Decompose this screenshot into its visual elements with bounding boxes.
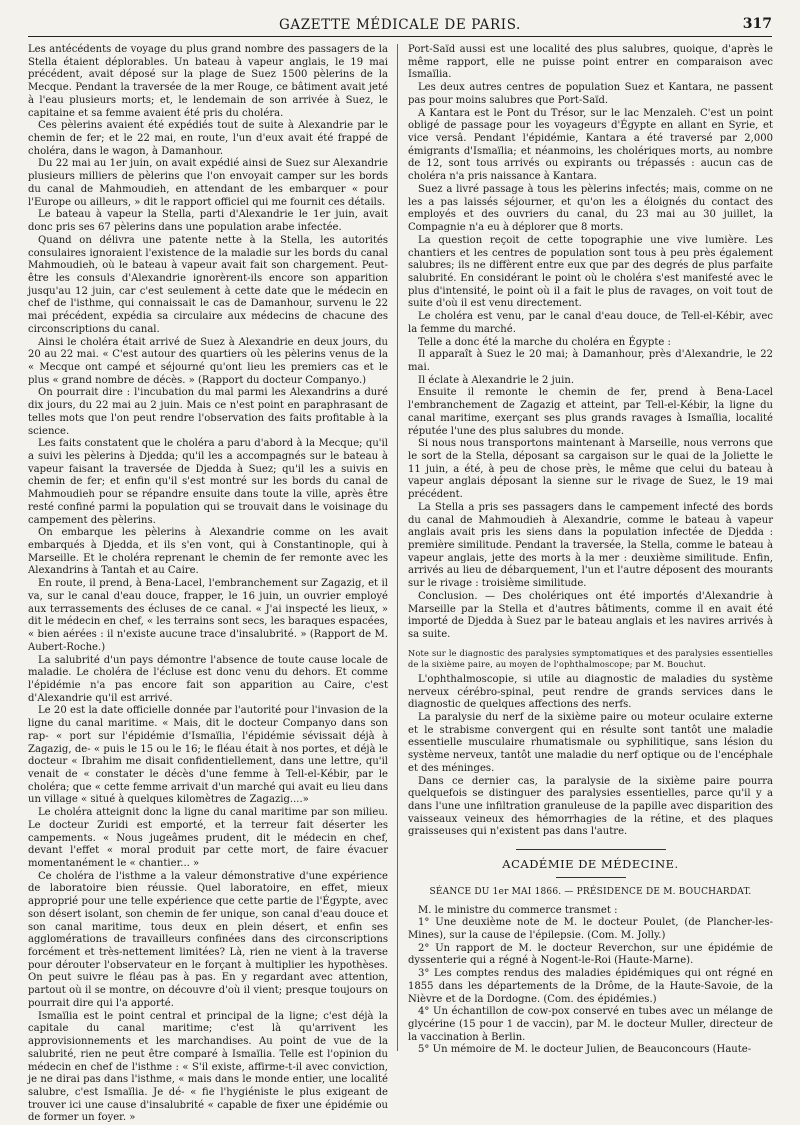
paragraph: Les faits constatent que le choléra a paru d'abord à la Mecque; qu'il a suivi les pèlerins à Djedda; qu'il les a accompagnés sur le bateau à vapeur faisant la traversée de Djedda à Suez; qu'il les a suivis en chemin de fer; et enfin qu'il s'est montré sur les bords du canal de Mahmoudieh pour se répandre ensuite dans toute la ville, après être resté confiné parmi la population qui se trouvait dans le voisinage du campement des pèlerins. bbox=[28, 438, 388, 526]
paragraph: Dans ce dernier cas, la paralysie de la sixième paire pourra quelquefois se distinguer des paralysies essentielles, parce qu'il y a dans l'une une infiltration granuleuse de la papille avec disparition des vaisseaux veineux des hémorrhagies de la rétine, et des plaques graisseuses qui n'existent pas dans l'autre. bbox=[408, 775, 773, 838]
section-title: ACADÉMIE DE MÉDECINE. bbox=[502, 857, 679, 872]
left-column bbox=[28, 44, 388, 1124]
paragraph: Les antécédents de voyage du plus grand nombre des passagers de la Stella étaient déplorables. Un bateau à vapeur anglais, le 19 mai précédent, avait déposé sur la plage de Suez 1500 pèlerins de la Mecque. Pendant la traversée de la mer Rouge, ce bâtiment avait jeté à l'eau plusieurs morts; et, le lendemain de son arrivée à Suez, le capitaine et sa femme avaient été pris du choléra. bbox=[28, 44, 388, 119]
paragraph: La paralysie du nerf de la sixième paire ou moteur oculaire externe et le strabisme convergent qui en résulte sont tantôt une maladie essentielle musculaire rhumatismale ou syphilitique, sans lésion du système nerveux, tantôt une maladie du nerf optique ou de l'encéphale et des méninges. bbox=[408, 711, 773, 774]
paragraph: En route, il prend, à Bena-Lacel, l'embranchement sur Zagazig, et il va, sur le canal d'eau douce, frapper, le 16 juin, un ouvrier employé aux terrassements des écluses de ce canal. « J'ai inspecté les lieux, » dit le médecin en chef, « les terrains sont secs, les baraques espacées, « bien aérées : il n'existe aucune trace d'insalubrité. » (Rapport de M. Aubert-Roche.) bbox=[28, 578, 388, 653]
paragraph: Le choléra atteignit donc la ligne du canal maritime par son milieu. Le docteur Zuridi est emporté, et la terreur fait déserter les campements. « Nous jugeâmes prudent, dit le médecin en chef, devant l'effet « moral produit par cette mort, de faire évacuer momentanément le « chantier... » bbox=[28, 807, 388, 869]
paragraph: La question reçoit de cette topographie une vive lumière. Les chantiers et les centres de population sont tous à peu près également salubres; ils ne diffèrent entre eux que par des degrés de plus parfaite salubrité. En considérant le point où le choléra s'est manifesté avec le plus d'intensité, le point où il a fait le plus de ravages, on voit tout de suite d'où il est venu directement. bbox=[408, 234, 773, 310]
conclusion-paragraph: Conclusion. — Des cholériques ont été importés d'Alexandrie à Marseille par la Stella et d'autres bâtiments, comme il en avait été importé de Djedda à Suez par le bateau anglais et les navires arrivés à sa suite. bbox=[408, 590, 773, 641]
paragraph: A Kantara est le Pont du Trésor, sur le lac Menzaleh. C'est un point obligé de passage pour les voyageurs d'Égypte en allant en Syrie, et vice versâ. Pendant l'épidémie, Kantara a été traversé par 2,000 émigrants d'Ismaïlia; et néanmoins, les cholériques morts, au nombre de 12, sont tous arrivés ou expirants ou trépassés : aucun cas de choléra n'a pris naissance à Kantara. bbox=[408, 107, 773, 183]
paragraph: Telle a donc été la marche du choléra en Égypte : bbox=[418, 336, 671, 348]
list-item: 4° Un échantillon de cow-pox conservé en tubes avec un mélange de glycérine (15 pour 1 de vaccin), par M. le docteur Muller, directeur de la vaccination à Berlin. bbox=[408, 1006, 773, 1043]
paragraph: On pourrait dire : l'incubation du mal parmi les Alexandrins a duré dix jours, du 22 mai au 2 juin. Mais ce n'est point en paraphrasant de telles mots que l'on peut rendre l'observation des faits profitable à la science. bbox=[28, 387, 388, 437]
running-header bbox=[28, 14, 772, 37]
paragraph: Ces pèlerins avaient été expédiés tout de suite à Alexandrie par le chemin de fer; et le 22 mai, en route, l'un d'eux avait été frappé de choléra, dans le wagon, à Damanhour. bbox=[28, 120, 388, 157]
list-item: 2° Un rapport de M. le docteur Reverchon, sur une épidémie de dyssenterie qui a régné à Nogent-le-Roi (Haute-Marne). bbox=[408, 942, 773, 967]
section-separator bbox=[516, 849, 666, 850]
paragraph: Le 20 est la date officielle donnée par l'autorité pour l'invasion de la ligne du canal maritime. « Mais, dit le docteur Companyo dans son rap- « port sur l'épidémie d'Ismaïlia, l'épidémie sévissait déjà à Zagazig, de- « puis le 15 ou le 16; le fléau était à nos portes, et déjà le docteur « Ibrahim me disait confidentiellement, dans une lettre, qu'il venait de « constater le décès d'une femme à Tell-el-Kébir, par le choléra; que « cette femme arrivait d'un marché qui avait eu lieu dans un village « situé à quelques kilomètres de Zagazig....» bbox=[28, 705, 388, 806]
paragraph: Quand on délivra une patente nette à la Stella, les autorités consulaires ignoraient l'existence de la maladie sur les bords du canal Mahmoudieh, où le bateau à vapeur avait fait son chargement. Peut-être les consuls d'Alexandrie ignorèrent-ils encore son apparition jusqu'au 12 juin, car c'est seulement à cette date que le médecin en chef de l'isthme, qui connaissait le cas de Damanhour, survenu le 22 mai précédent, expédia sa circulaire aux médecins de chacune des circonscriptions du canal. bbox=[28, 234, 388, 335]
column-rule bbox=[397, 44, 398, 1051]
paragraph: Du 22 mai au 1er juin, on avait expédié ainsi de Suez sur Alexandrie plusieurs milliers de pèlerins que l'on envoyait camper sur les bords du canal de Mahmoudieh, en attendant de les embarquer « pour l'Europe ou ailleurs, » dit le rapport officiel qui me fournit ces détails. bbox=[28, 158, 388, 208]
paragraph: Ismaïlia est le point central et principal de la ligne; c'est déjà la capitale du canal maritime; c'est là qu'arrivent les approvisionnements et les marchandises. Au point de vue de la salubrité, rien ne peut être comparé à Ismaïlia. Telle est l'opinion du médecin en chef de l'isthme : « S'il existe, affirme-t-il avec conviction, je ne dirai pas dans l'isthme, « mais dans le monde entier, une localité salubre, c'est Ismaïlia. Je dé- « fie l'hygiéniste le plus exigeant de trouver ici une cause d'insalubrité « capable de fixer une épidémie ou de former un foyer. » bbox=[28, 1010, 388, 1124]
paragraph: La Stella a pris ses passagers dans le campement infecté des bords du canal de Mahmoudieh à Alexandrie, comme le bateau à vapeur anglais avait pris les siens dans la population infectée de Djedda : première similitude. Pendant la traversée, la Stella, comme le bateau à vapeur anglais, jette des morts à la mer : deuxième similitude. Enfin, arrivés au lieu de débarquement, l'un et l'autre déposent des mourants sur le rivage : troisième similitude. bbox=[408, 501, 773, 590]
journal-title: GAZETTE MÉDICALE DE PARIS. bbox=[279, 17, 521, 33]
paragraph: Le bateau à vapeur la Stella, parti d'Alexandrie le 1er juin, avait donc pris ses 67 pèlerins dans une population arabe infectée. bbox=[28, 209, 388, 234]
session-line: SÉANCE DU 1er MAI 1866. — PRÉSIDENCE DE M. BOUCHARDAT. bbox=[429, 886, 752, 897]
paragraph: Il éclate à Alexandrie le 2 juin. bbox=[418, 374, 575, 386]
right-column bbox=[408, 44, 773, 1056]
page-number: 317 bbox=[742, 16, 772, 32]
list-item: 1° Une deuxième note de M. le docteur Poulet, (de Plancher-les-Mines), sur la cause de l'épilepsie. (Com. M. Jolly.) bbox=[408, 917, 773, 941]
list-item: 3° Les comptes rendus des maladies épidémiques qui ont régné en 1855 dans les départements de la Drôme, de la Haute-Savoie, de la Nièvre et de la Dordogne. (Com. des épidémies.) bbox=[408, 968, 773, 1005]
list-item: 5° Un mémoire de M. le docteur Julien, de Beauconcours (Haute- bbox=[418, 1044, 752, 1056]
paragraph: Suez a livré passage à tous les pèlerins infectés; mais, comme on ne les a pas laissés séjourner, et qu'on les a éloignés du contact des employés et des ouvriers du canal, du 23 mai au 30 juillet, la Compagnie n'a eu à déplorer que 8 morts. bbox=[408, 183, 773, 234]
paragraph: Si nous nous transportons maintenant à Marseille, nous verrons que le sort de la Stella, déposant sa cargaison sur le quai de la Joliette le 11 juin, a été, à peu de chose près, le même que celui du bateau à vapeur anglais déposant la sienne sur le rivage de Suez, le 19 mai précédent. bbox=[408, 438, 773, 501]
paragraph: M. le ministre du commerce transmet : bbox=[418, 904, 618, 916]
paragraph: Port-Saïd aussi est une localité des plus salubres, quoique, d'après le même rapport, elle ne puisse point entrer en comparaison avec Ismaïlia. bbox=[408, 44, 773, 81]
paragraph: Ainsi le choléra était arrivé de Suez à Alexandrie en deux jours, du 20 au 22 mai. « C'est autour des quartiers où les pèlerins venus de la « Mecque ont campé et séjourné qu'ont lieu les premiers cas et le plus « grand nombre de décès. » (Rapport du docteur Companyo.) bbox=[28, 336, 388, 386]
paragraph: Il apparaît à Suez le 20 mai; à Damanhour, près d'Alexandrie, le 22 mai. bbox=[408, 349, 773, 373]
paragraph: Ce choléra de l'isthme a la valeur démonstrative d'une expérience de laboratoire bien réussie. Quel laboratoire, en effet, mieux approprié pour une telle expérience que cette partie de l'Égypte, avec son désert isolant, son chemin de fer unique, son canal d'eau douce et son canal maritime, tous deux en plein désert, et enfin ses agglomérations de travailleurs confinées dans des circonscriptions forcément et très-nettement limitées? Là, rien ne vient à la traverse pour dérouter l'observateur en le forçant à multiplier les hypothèses. On peut suivre le fléau pas à pas. En y regardant avec attention, partout où il se montre, on découvre d'où il vient; presque toujours on pourrait dire qui l'a apporté. bbox=[28, 870, 388, 1009]
paragraph: Le choléra est venu, par le canal d'eau douce, de Tell-el-Kébir, avec la femme du marché. bbox=[408, 311, 773, 335]
paragraph: On embarque les pèlerins à Alexandrie comme on les avait embarqués à Djedda, et ils s'en vont, qui à Constantinople, qui à Marseille. Et le choléra reprenant le chemin de fer remonte avec les Alexandrins à Tantah et au Caire. bbox=[28, 527, 388, 577]
paragraph: La salubrité d'un pays démontre l'absence de toute cause locale de maladie. Le choléra de l'écluse est donc venu du dehors. Et comme l'épidémie n'a pas encore fait son apparition au Caire, c'est d'Alexandrie qu'il est arrivé. bbox=[28, 654, 388, 704]
paragraph: Ensuite il remonte le chemin de fer, prend à Bena-Lacel l'embranchement de Zagazig et atteint, par Tell-el-Kébir, la ligne du canal maritime, exerçant ses plus grands ravages à Ismaïlia, localité réputée l'une des plus salubres du monde. bbox=[408, 387, 773, 437]
title-underline bbox=[556, 877, 626, 878]
paragraph: Les deux autres centres de population Suez et Kantara, ne passent pas pour moins salubres que Port-Saïd. bbox=[408, 82, 773, 106]
note-title: Note sur le diagnostic des paralysies symptomatiques et des paralysies essentielles de la sixième paire, au moyen de l'ophthalmoscope; par M. Bouchut. bbox=[408, 647, 773, 670]
paragraph: L'ophthalmoscopie, si utile au diagnostic de maladies du système nerveux cérébro-spinal, peut rendre de grands services dans le diagnostic de quelques affections des nerfs. bbox=[408, 673, 773, 711]
